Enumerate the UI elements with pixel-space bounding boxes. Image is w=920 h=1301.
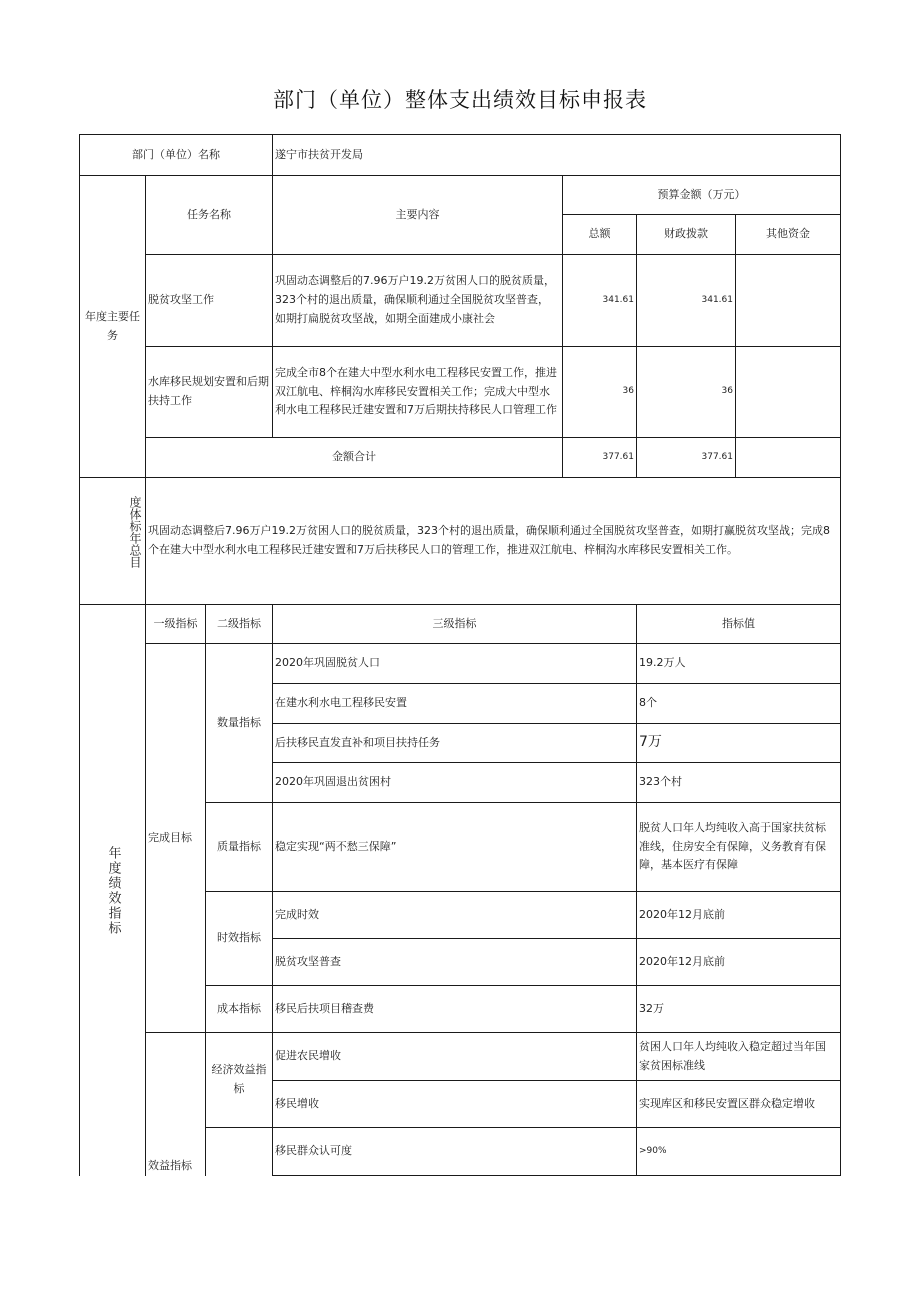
indicator-name: 促进农民增收 (275, 1049, 341, 1063)
task-content: 完成全市8个在建大中型水利水电工程移民安置工作，推进双江航电、梓桐沟水库移民安置相关工作；完成大中型水利水电工程移民迁建安置和7万后期扶持移民人口管理工作 (275, 365, 557, 417)
task-name: 脱贫攻坚工作 (148, 293, 214, 307)
task-total: 341.61 (602, 294, 634, 305)
header-value: 指标值 (722, 616, 755, 630)
indicator-name: 完成时效 (275, 907, 319, 921)
task-name: 水库移民规划安置和后期扶持工作 (148, 375, 269, 407)
overall-goal-label: 度体标年总目 (128, 496, 142, 568)
task-fiscal: 341.61 (701, 294, 733, 305)
indicator-value: 19.2万人 (639, 656, 686, 670)
indicator-value: 7万 (639, 734, 662, 751)
page-title: 部门（单位）整体支出绩效目标申报表 (273, 88, 647, 112)
indicator-value: 脱贫人口年人均纯收入高于国家扶贫标准线，住房安全有保障，义务教育有保障，基本医疗有保障 (639, 820, 826, 872)
task-content: 巩固动态调整后的7.96万户19.2万贫困人口的脱贫质量，323个村的退出质量，确保顺利通过全国脱贫攻坚普查，如期打扁脱贫攻坚战，如期全面建成小康社会 (275, 274, 555, 325)
sum-fiscal: 377.61 (701, 451, 733, 462)
indicator-name: 脱贫攻坚普查 (275, 954, 341, 968)
indicator-value: 323个村 (639, 775, 682, 789)
sum-total: 377.61 (602, 451, 634, 462)
indicator-name: 移民增收 (275, 1096, 319, 1110)
overall-goal-text: 巩固动态调整后7.96万户19.2万贫困人口的脱贫质量，323个村的退出质量，确保顺利通过全国脱贫攻坚普查，如期打赢脱贫攻坚战；完成8个在建大中型水利水电工程移民迁建安置和7万后扶移民人口的管理工作，推进双江航电、梓桐沟水库移民安置相关工作。 (148, 524, 830, 556)
indicator-value: 贫困人口年人均纯收入稳定超过当年国家贫困标准线 (639, 1039, 826, 1072)
benefit-label: 效益指标 (148, 1159, 192, 1173)
sum-label: 金额合计 (332, 450, 376, 464)
indicator-value: 8个 (639, 696, 657, 710)
quantity-label: 数量指标 (217, 715, 261, 729)
task-other (736, 347, 840, 437)
economic-label: 经济效益指标 (211, 1063, 267, 1095)
indicator-value: 32万 (639, 1001, 664, 1015)
indicator-value: 2020年12月底前 (639, 954, 725, 968)
sum-other (736, 438, 840, 477)
indicator-value: >90% (639, 1145, 667, 1156)
header-total: 总额 (588, 227, 611, 241)
header-main-content: 主要内容 (395, 207, 440, 221)
dept-value: 遂宁市扶贫开发局 (275, 147, 363, 161)
completion-label: 完成目标 (148, 830, 192, 844)
task-other (736, 255, 840, 346)
task-fiscal: 36 (721, 386, 733, 397)
dept-label: 部门（单位）名称 (132, 147, 220, 161)
header-task-name: 任务名称 (187, 207, 231, 221)
header-level2: 二级指标 (217, 616, 261, 630)
indicators-label: 年度绩效指标 (105, 845, 121, 936)
quality-label: 质量指标 (217, 839, 261, 853)
indicator-value: 实现库区和移民安置区群众稳定增收 (639, 1096, 815, 1110)
header-level1: 一级指标 (153, 616, 198, 630)
header-other: 其他资金 (766, 227, 810, 241)
header-level3: 三级指标 (432, 616, 477, 630)
indicator-name: 2020年巩固退出贫困村 (275, 775, 391, 789)
cost-label: 成本指标 (217, 1001, 261, 1015)
indicator-name: 2020年巩固脱贫人口 (275, 656, 380, 670)
indicator-name: 稳定实现“两不愁三保障” (275, 839, 397, 853)
task-total: 36 (622, 386, 634, 397)
indicator-name: 后扶移民直发直补和项目扶持任务 (275, 735, 440, 749)
timeliness-label: 时效指标 (217, 931, 261, 945)
indicator-name: 移民后扶项目稽查费 (275, 1001, 374, 1015)
annual-tasks-label: 年度主要任务 (85, 309, 140, 342)
indicator-name: 在建水利水电工程移民安置 (275, 696, 407, 710)
indicator-value: 2020年12月底前 (639, 907, 725, 921)
header-budget: 预算金额（万元） (657, 187, 746, 201)
header-fiscal: 财政拨款 (664, 227, 708, 241)
indicator-name: 移民群众认可度 (275, 1144, 352, 1158)
